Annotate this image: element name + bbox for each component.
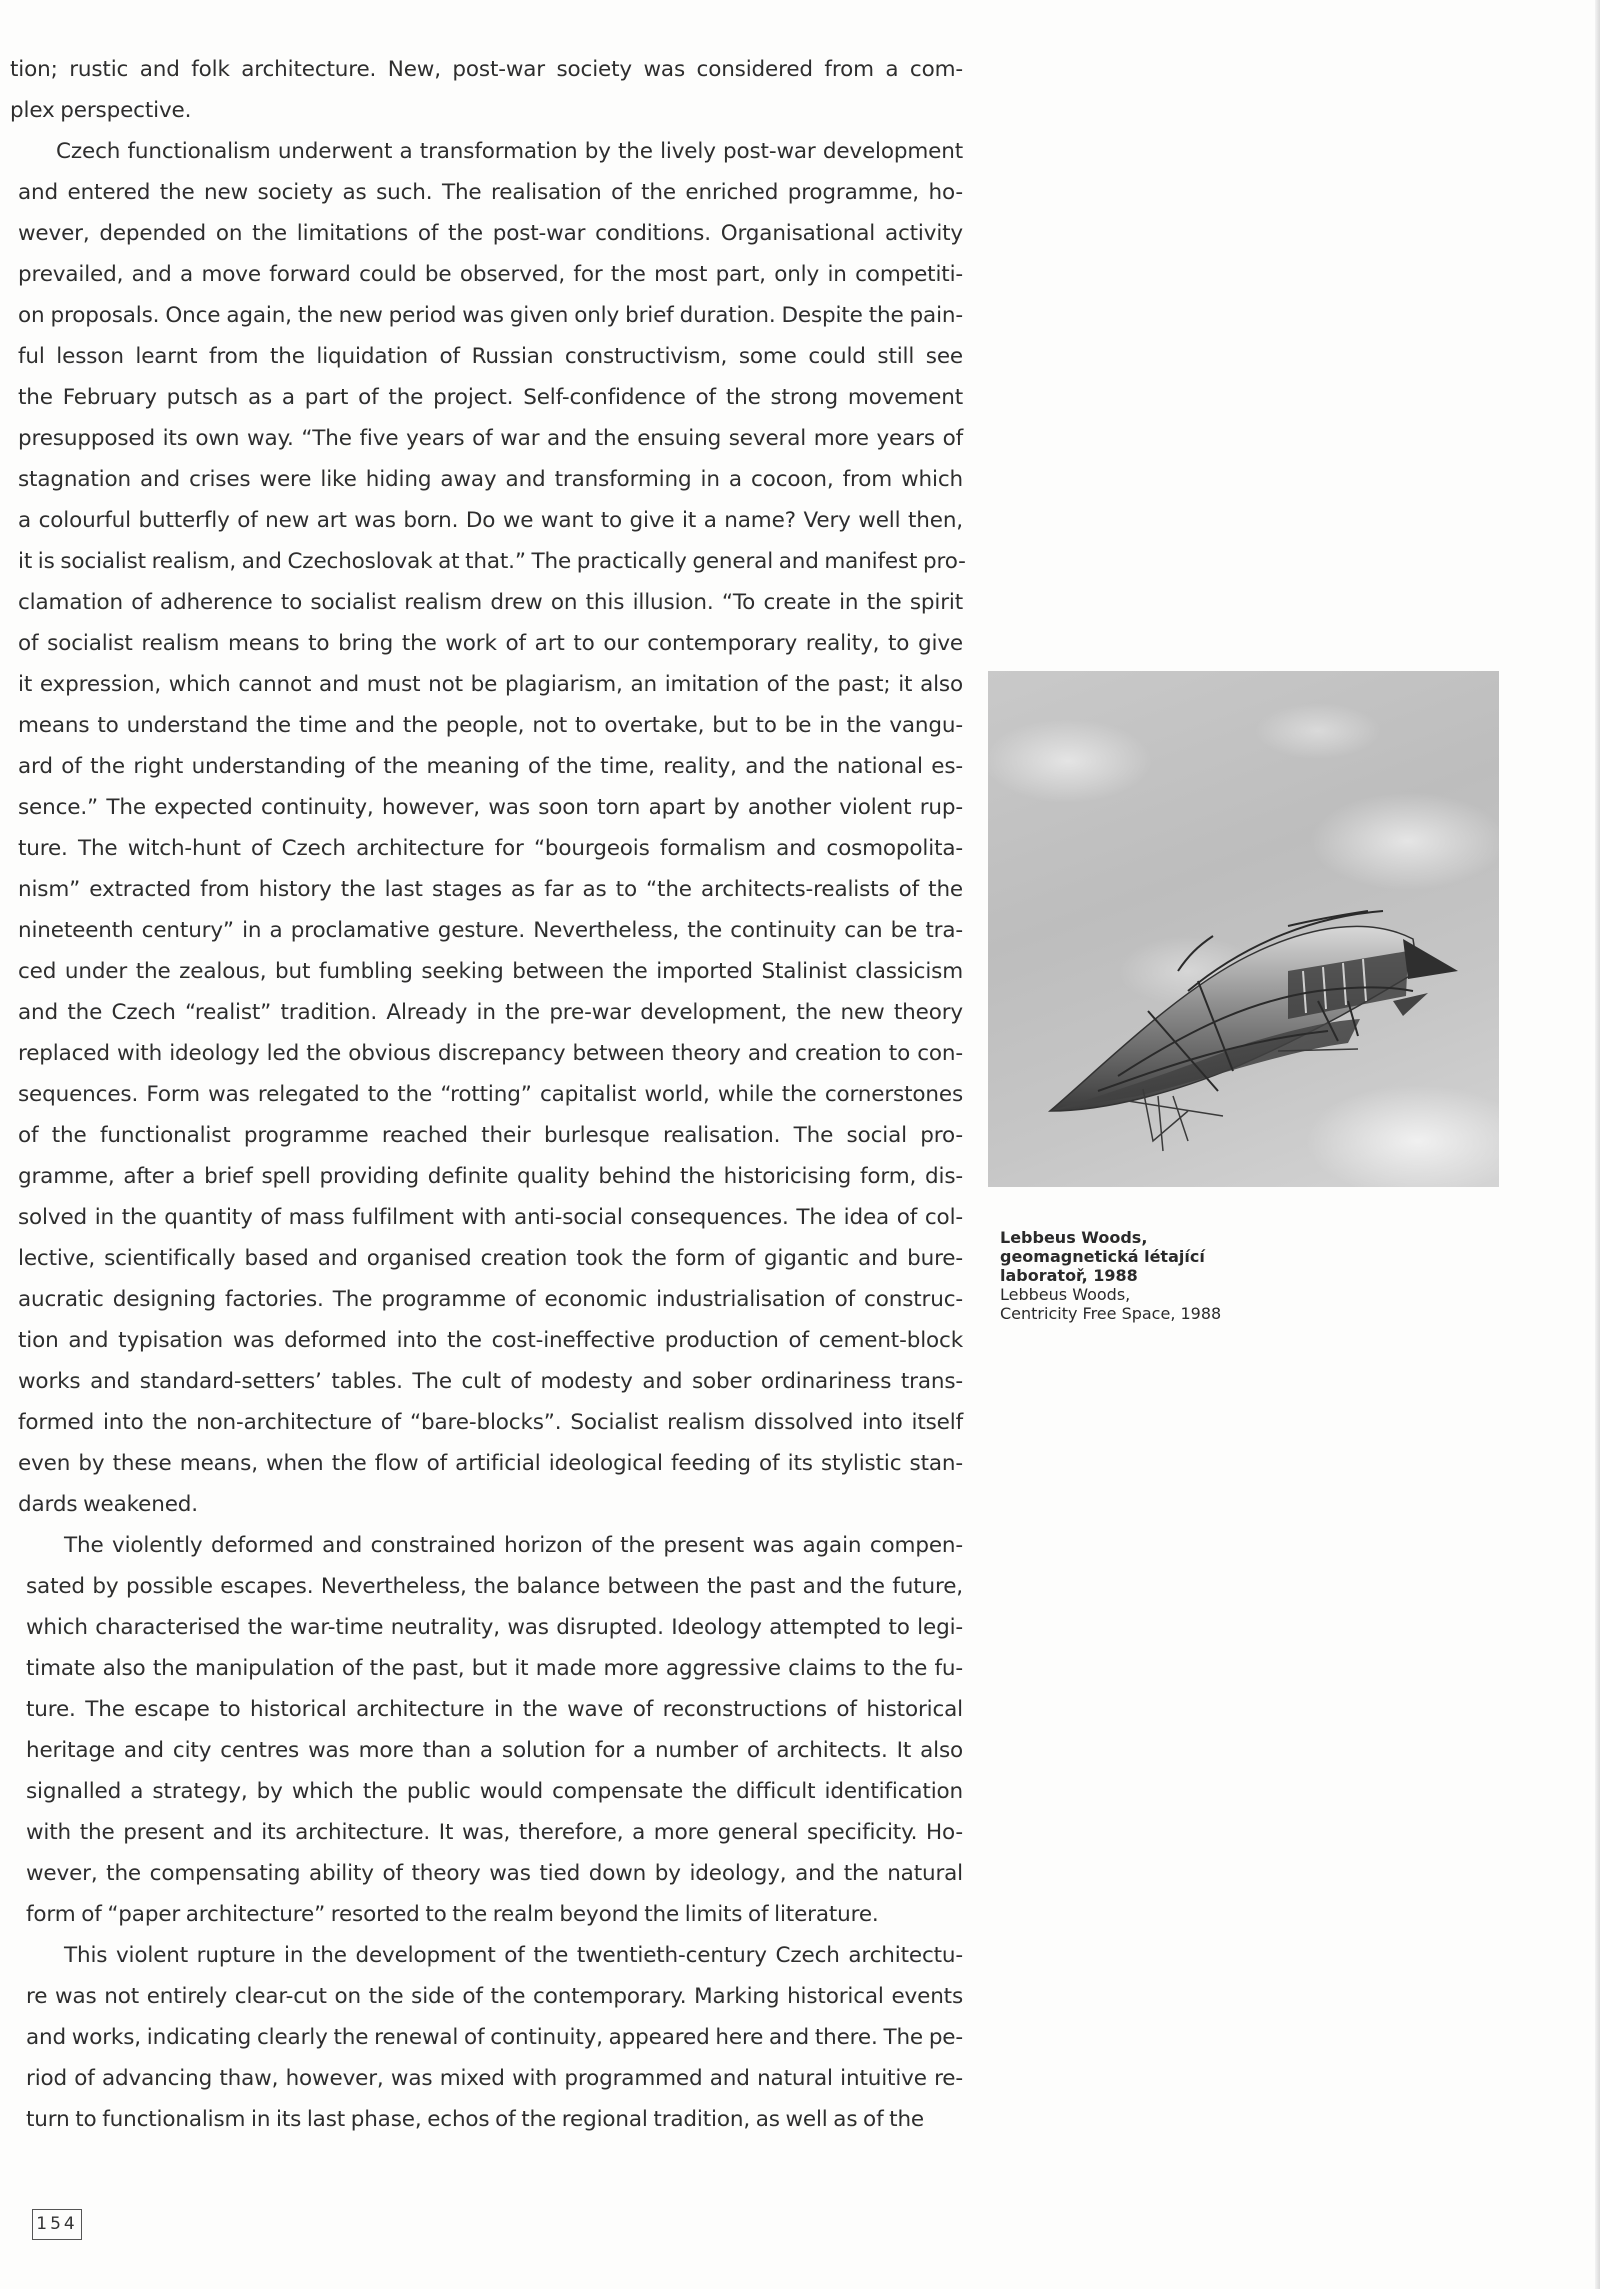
body-text-column — [10, 49, 966, 2140]
figure-caption — [1000, 1228, 1330, 1323]
text-line: prevailed, and a move forward could be observed, for the most part, only in competiti- — [18, 262, 963, 287]
flying-structure-illustration — [988, 671, 1499, 1187]
text-line: Czech functionalism underwent a transformation by the lively post-war development — [56, 139, 963, 164]
text-line: clamation of adherence to socialist realism drew on this illusion. “To create in the spirit — [18, 590, 963, 615]
text-line: it is socialist realism, and Czechoslovak at that.” The practically general and manifest pro- — [18, 549, 966, 574]
text-line: signalled a strategy, by which the public would compensate the difficult identification — [26, 1779, 963, 1804]
caption-title-line-1: Lebbeus Woods, — [1000, 1228, 1148, 1247]
text-line: nism” extracted from history the last stages as far as to “the architects-realists of the — [18, 877, 963, 902]
text-line: turn to functionalism in its last phase, echos of the regional tradition, as well as of the — [26, 2107, 924, 2132]
text-line: works and standard-setters’ tables. The cult of modesty and sober ordinariness trans- — [18, 1369, 963, 1394]
text-line: solved in the quantity of mass fulfilment with anti-social consequences. The idea of col- — [18, 1205, 963, 1230]
paragraph — [10, 49, 963, 131]
text-line: ful lesson learnt from the liquidation of Russian constructivism, some could still see — [18, 344, 963, 369]
text-line: sequences. Form was relegated to the “rotting” capitalist world, while the cornerstones — [18, 1082, 963, 1107]
text-line: wever, the compensating ability of theory was tied down by ideology, and the natural — [26, 1861, 963, 1886]
text-line: ture. The witch-hunt of Czech architecture for “bourgeois formalism and cosmopolita- — [18, 836, 963, 861]
page-edge-shadow — [1595, 0, 1600, 2289]
text-line: aucratic designing factories. The programme of economic industrialisation of construc- — [18, 1287, 963, 1312]
text-line: a colourful butterfly of new art was born. Do we want to give it a name? Very well then, — [18, 508, 963, 533]
text-line: presupposed its own way. “The five years of war and the ensuing several more years of — [18, 426, 963, 451]
caption-translation-line-1: Lebbeus Woods, — [1000, 1285, 1131, 1304]
paragraph — [10, 131, 966, 1525]
text-line: it expression, which cannot and must not be plagiarism, an imitation of the past; it also — [18, 672, 963, 697]
page-number: 154 — [32, 2209, 82, 2240]
text-line: lective, scientifically based and organised creation took the form of gigantic and bure- — [18, 1246, 963, 1271]
text-line: replaced with ideology led the obvious discrepancy between theory and creation to con- — [18, 1041, 963, 1066]
text-line: This violent rupture in the development of the twentieth-century Czech architectu- — [64, 1943, 963, 1968]
text-line: The violently deformed and constrained horizon of the present was again compen- — [64, 1533, 963, 1558]
text-line: tion and typisation was deformed into the cost-ineffective production of cement-block — [18, 1328, 963, 1353]
text-line: sated by possible escapes. Nevertheless, the balance between the past and the future, — [26, 1574, 963, 1599]
text-line: nineteenth century” in a proclamative gesture. Nevertheless, the continuity can be tra- — [18, 918, 963, 943]
text-line: formed into the non-architecture of “bare-blocks”. Socialist realism dissolved into itself — [18, 1410, 963, 1435]
text-line: ard of the right understanding of the meaning of the time, reality, and the national es- — [18, 754, 963, 779]
text-line: re was not entirely clear-cut on the side of the contemporary. Marking historical events — [26, 1984, 963, 2009]
text-line: which characterised the war-time neutrality, was disrupted. Ideology attempted to legi- — [26, 1615, 963, 1640]
figure-flying-laboratory-drawing — [988, 671, 1499, 1187]
text-line: ced under the zealous, but fumbling seeking between the imported Stalinist classicism — [18, 959, 963, 984]
caption-translation-line-2: Centricity Free Space, 1988 — [1000, 1304, 1222, 1323]
paragraph — [10, 1935, 963, 2140]
text-line: tion; rustic and folk architecture. New, post-war society was considered from a com- — [10, 57, 963, 82]
text-line: plex perspective. — [10, 98, 192, 123]
text-line: on proposals. Once again, the new period was given only brief duration. Despite the pain- — [18, 303, 963, 328]
text-line: sence.” The expected continuity, however, was soon torn apart by another violent rup- — [18, 795, 963, 820]
text-line: with the present and its architecture. It was, therefore, a more general specificity. Ho- — [26, 1820, 963, 1845]
text-line: of socialist realism means to bring the work of art to our contemporary reality, to give — [18, 631, 963, 656]
text-line: and the Czech “realist” tradition. Already in the pre-war development, the new theory — [18, 1000, 963, 1025]
text-line: timate also the manipulation of the past, but it made more aggressive claims to the fu- — [26, 1656, 963, 1681]
caption-title-line-3: laboratoř, 1988 — [1000, 1266, 1138, 1285]
text-line: stagnation and crises were like hiding away and transforming in a cocoon, from which — [18, 467, 963, 492]
text-line: even by these means, when the flow of artificial ideological feeding of its stylistic stan- — [18, 1451, 963, 1476]
text-line: riod of advancing thaw, however, was mixed with programmed and natural intuitive re- — [26, 2066, 963, 2091]
text-line: form of “paper architecture” resorted to the realm beyond the limits of literature. — [26, 1902, 879, 1927]
text-line: ture. The escape to historical architecture in the wave of reconstructions of historical — [26, 1697, 963, 1722]
text-line: the February putsch as a part of the project. Self-confidence of the strong movement — [18, 385, 963, 410]
text-line: heritage and city centres was more than a solution for a number of architects. It also — [26, 1738, 963, 1763]
text-line: of the functionalist programme reached their burlesque realisation. The social pro- — [18, 1123, 963, 1148]
text-line: and works, indicating clearly the renewal of continuity, appeared here and there. The pe- — [26, 2025, 963, 2050]
caption-title-line-2: geomagnetická létající — [1000, 1247, 1205, 1266]
paragraph — [10, 1525, 963, 1935]
text-line: wever, depended on the limitations of the post-war conditions. Organisational activity — [18, 221, 963, 246]
text-line: gramme, after a brief spell providing definite quality behind the historicising form, dis- — [18, 1164, 963, 1189]
text-line: and entered the new society as such. The realisation of the enriched programme, ho- — [18, 180, 963, 205]
text-line: dards weakened. — [18, 1492, 198, 1517]
text-line: means to understand the time and the people, not to overtake, but to be in the vangu- — [18, 713, 963, 738]
